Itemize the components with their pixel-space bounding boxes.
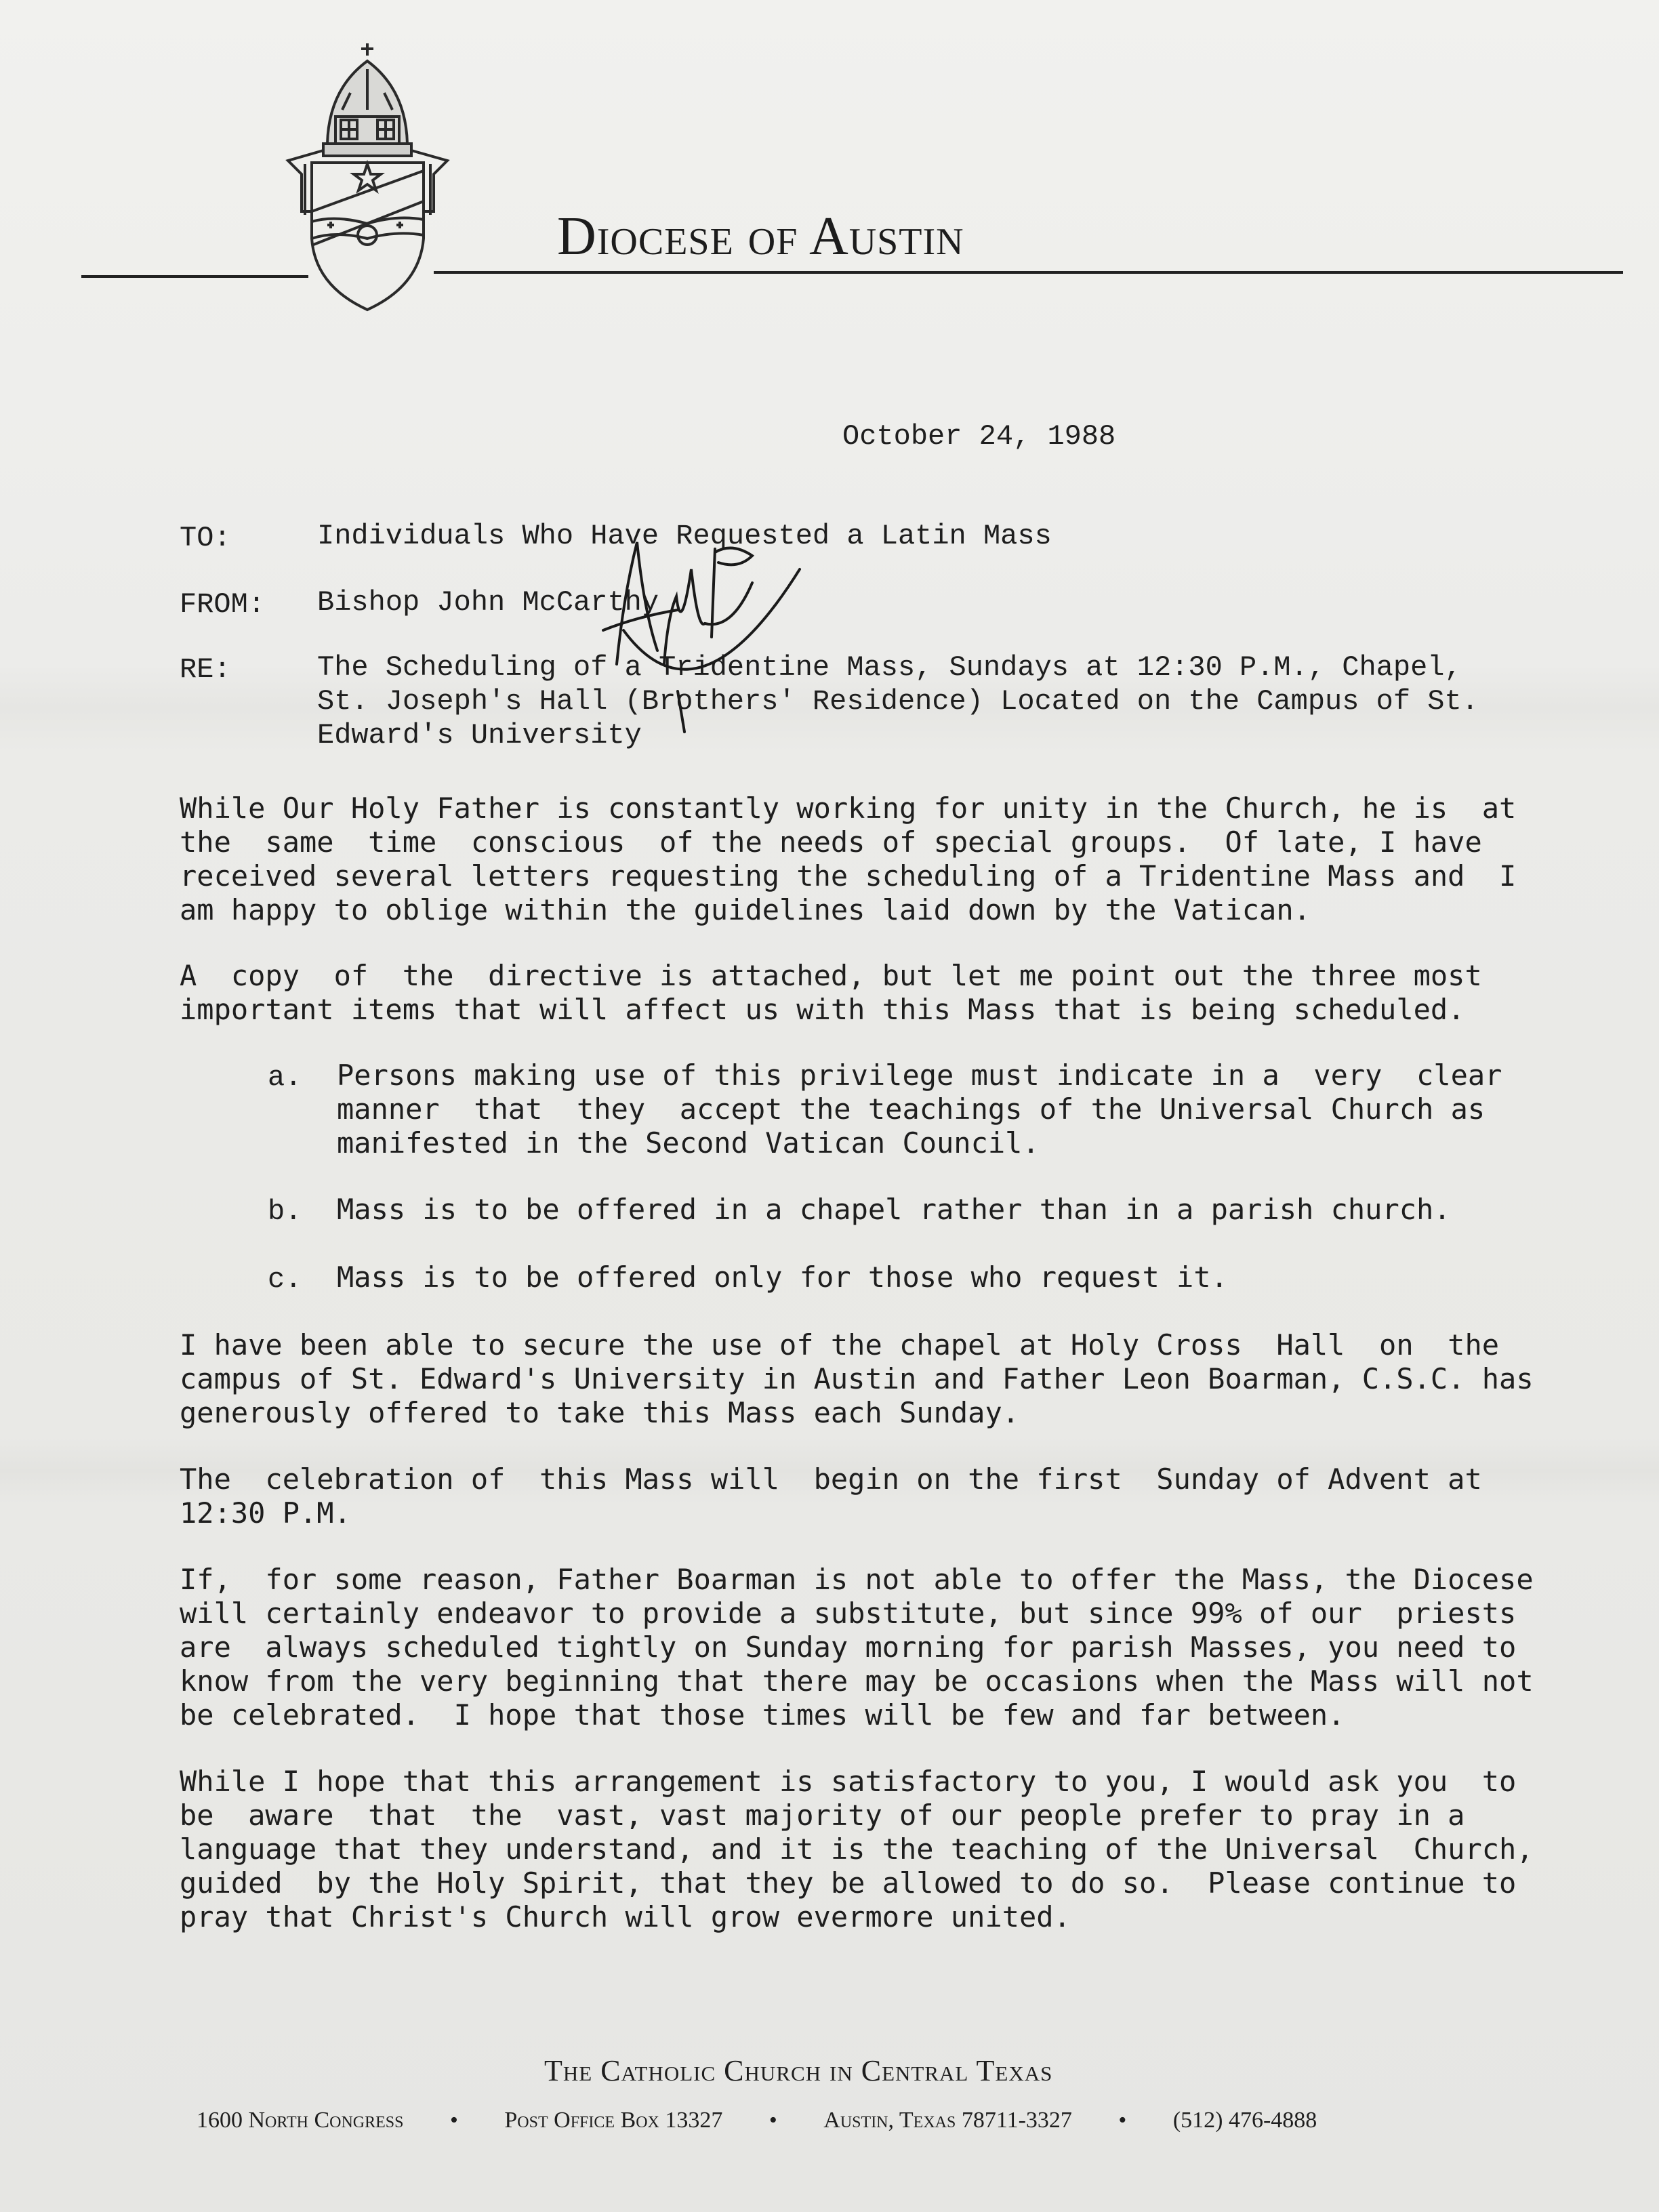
paragraph-4: The celebration of this Mass will begin on the first Sunday of Advent at 12:30 P.M. [180,1462,1482,1530]
footer-separator: • [449,2108,458,2133]
letterhead-name: Diocese of Austin [557,207,964,266]
re-label: RE: [180,653,231,686]
footer-contact-line [197,2108,1317,2133]
list-item: Persons making use of this privilege must indicate in a very clear manner that they accept the teachings of the Universal Church as manifested in the Second Vatican Council. [337,1059,1502,1160]
list-item-marker: c. [268,1263,302,1296]
list-item-marker: a. [268,1061,302,1094]
from-value: Bishop John McCarthy [317,586,659,619]
footer-street-address: 1600 North Congress [197,2108,404,2133]
footer-title: The Catholic Church in Central Texas [544,2054,1053,2087]
re-line: Edward's University [317,719,642,752]
footer-separator: • [1118,2108,1127,2133]
footer-separator: • [769,2108,777,2133]
paragraph-3: I have been able to secure the use of the chapel at Holy Cross Hall on the campus of St. Edward's University in Austin and Father Leon Boarman, C.S.C. has generously offered to take this Mass each Sunday. [180,1328,1534,1429]
handwritten-signature-icon [596,529,827,745]
episcopal-coat-of-arms-icon [274,42,461,313]
re-line: St. Joseph's Hall (Brothers' Residence) Located on the Campus of St. [317,685,1479,718]
list-item: Mass is to be offered only for those who request it. [337,1261,1228,1294]
list-item-marker: b. [268,1195,302,1228]
footer-city-state-zip: Austin, Texas 78711-3327 [823,2108,1072,2133]
from-label: FROM: [180,588,266,621]
paragraph-5: If, for some reason, Father Boarman is not able to offer the Mass, the Diocese will certainly endeavor to provide a substitute, but since 99% of our priests are always scheduled tightly on Sunday morning for parish Masses, you need to know from the very beginning that there may be occasions when the Mass will not be celebrated. I hope that those times will be few and far between. [180,1563,1534,1732]
footer-po-box: Post Office Box 13327 [504,2108,723,2133]
masthead-rule-left [81,275,308,278]
paragraph-6: While I hope that this arrangement is satisfactory to you, I would ask you to be aware that the vast, vast majority of our people prefer to pray in a language that they understand, and it is the teaching of the Universal Church, guided by the Holy Spirit, that they be allowed to do so. Please continue to pray that Christ's Church will grow evermore united. [180,1765,1534,1933]
paragraph-1: While Our Holy Father is constantly working for unity in the Church, he is at the same time conscious of the needs of special groups. Of late, I have received several letters requesting the scheduling of a Tridentine Mass and I am happy to oblige within the guidelines laid down by the Vatican. [180,792,1517,926]
re-line: The Scheduling of a Tridentine Mass, Sundays at 12:30 P.M., Chapel, [317,651,1462,684]
masthead-rule-right [434,271,1623,274]
letter-date: October 24, 1988 [842,420,1116,453]
to-value: Individuals Who Have Requested a Latin Mass [317,520,1052,552]
list-item: Mass is to be offered in a chapel rather than in a parish church. [337,1193,1451,1226]
to-label: TO: [180,522,231,554]
paragraph-2: A copy of the directive is attached, but let me point out the three most important items that will affect us with this Mass that is being scheduled. [180,959,1482,1026]
footer-phone: (512) 476-4888 [1172,2108,1317,2133]
